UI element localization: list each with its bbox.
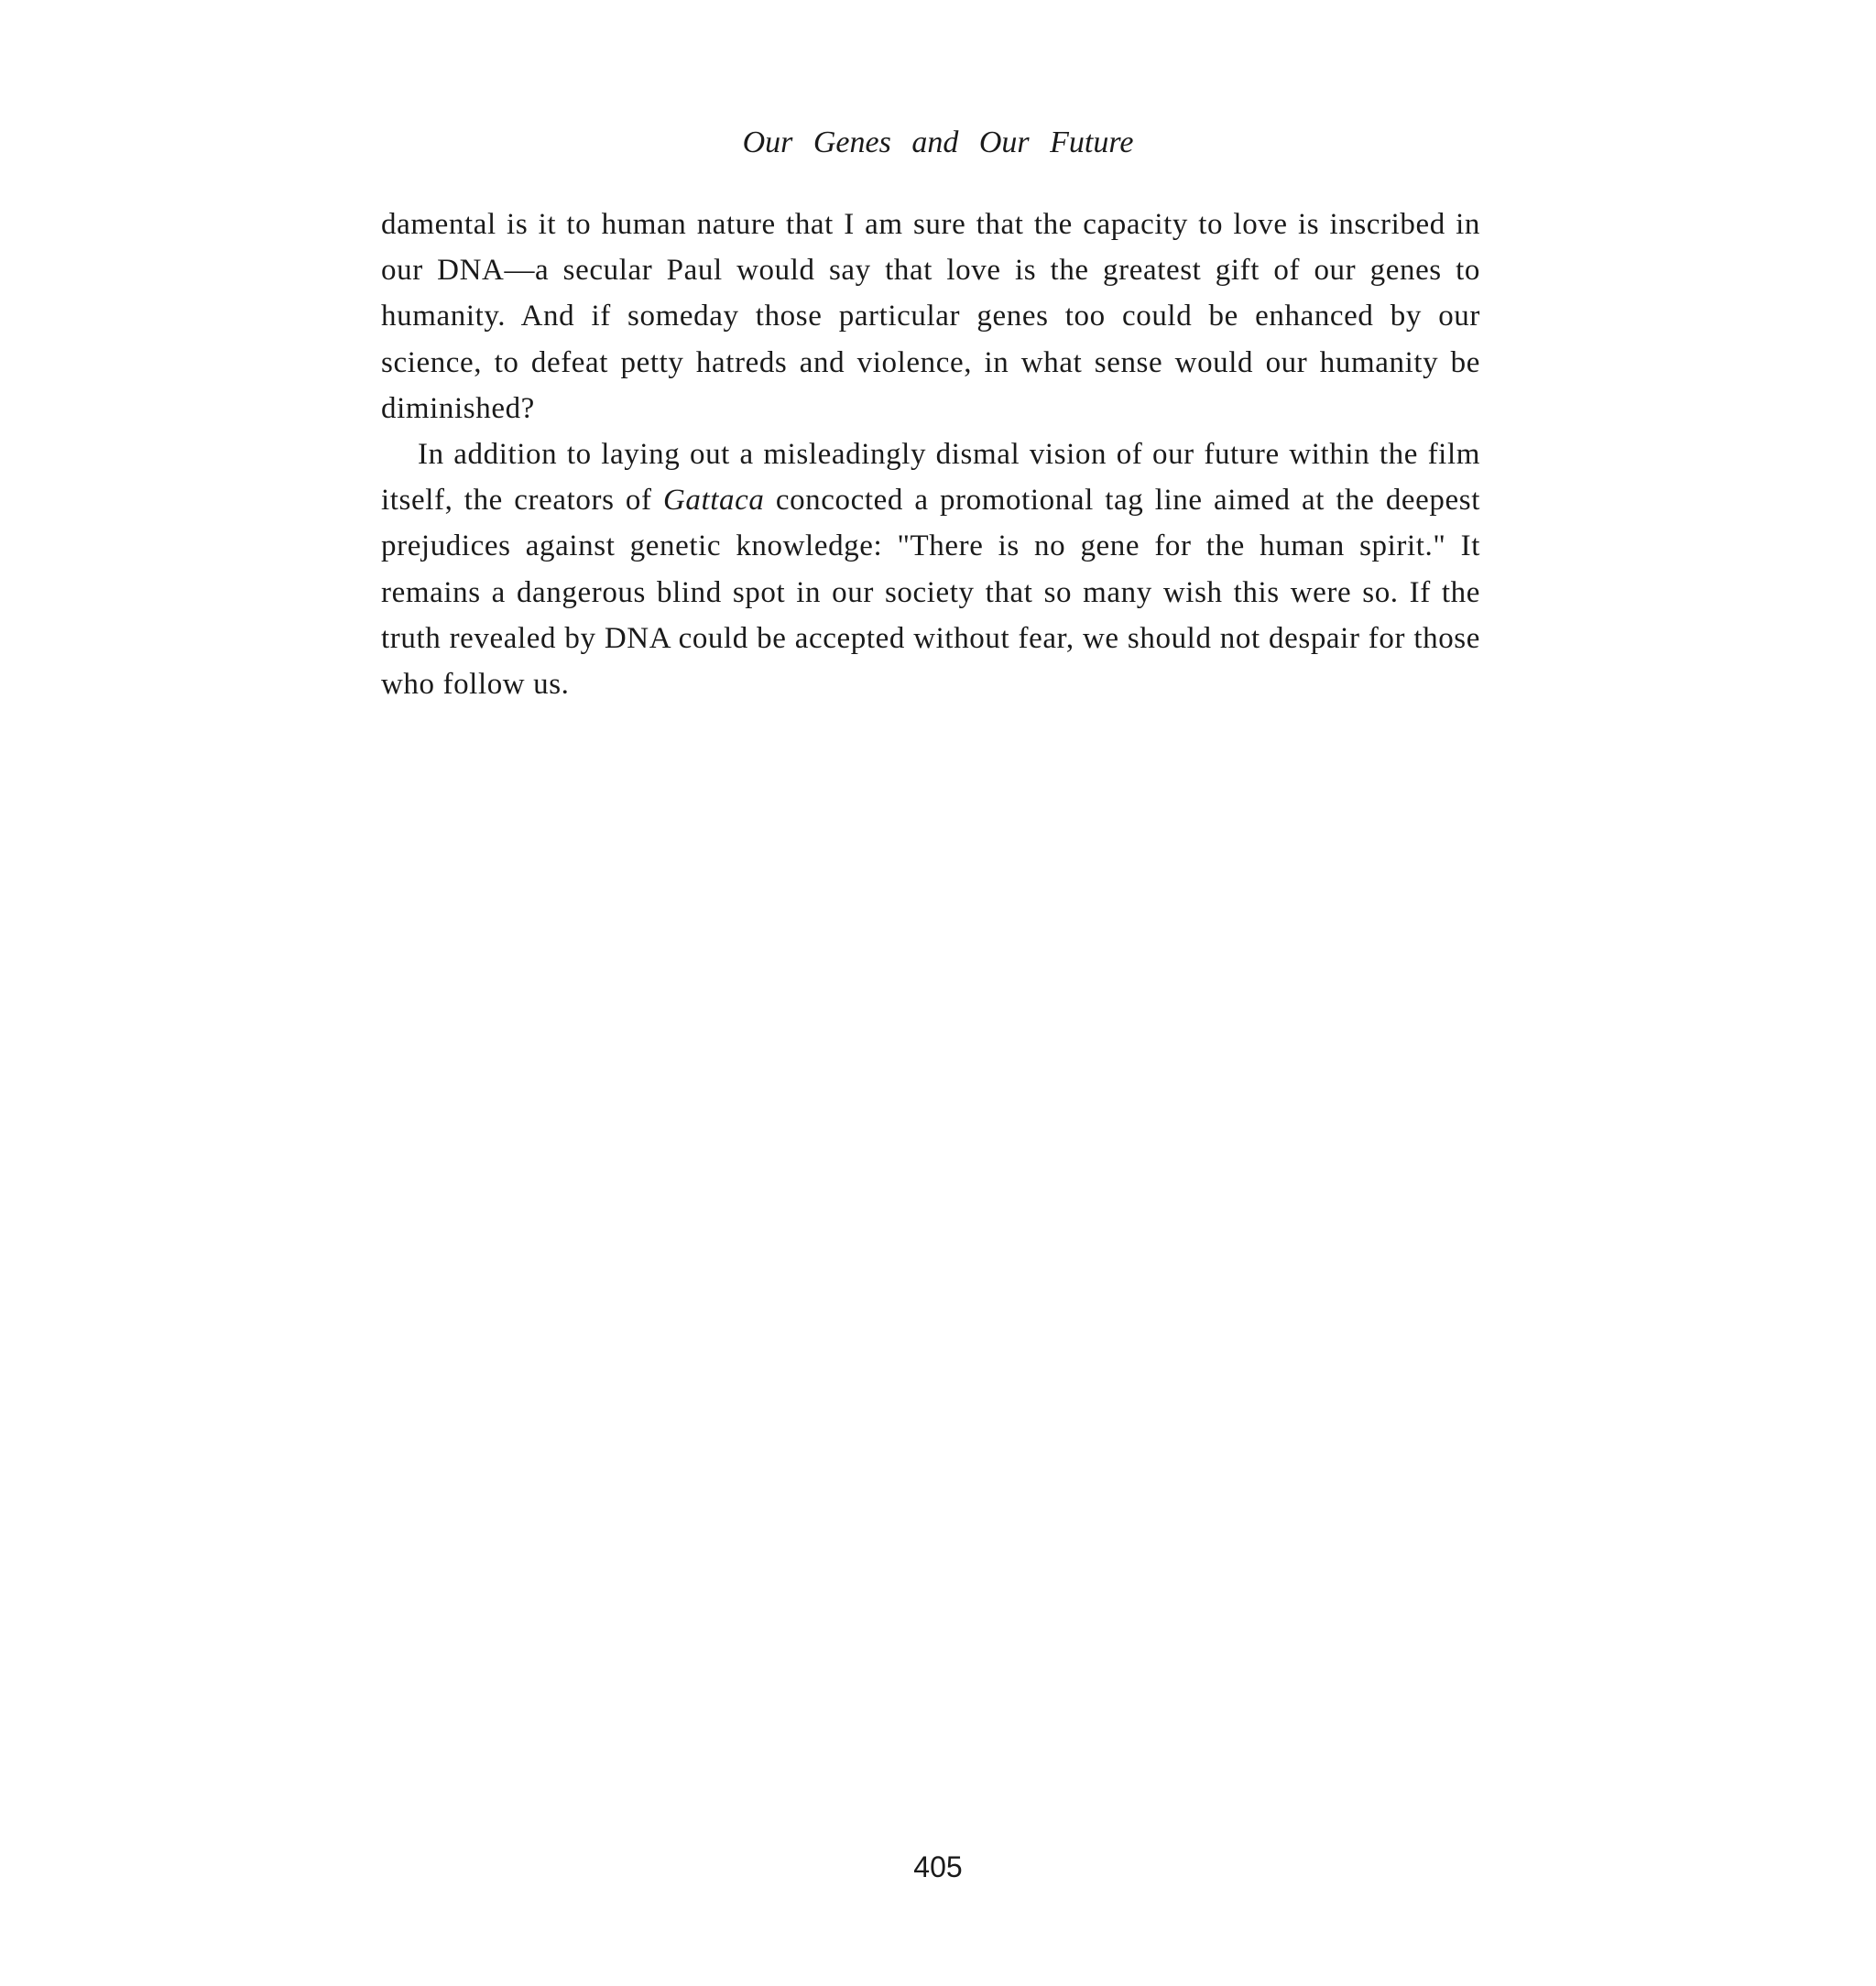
paragraph-continued: damental is it to human nature that I am sure that the capacity to love is inscribed in our DNA—a secular Paul would say that love is the greatest gift of our genes to humanity. And if someday those particular genes too could be enhanced by our science, to defeat petty hatreds and violence, in what sense would our humanity be diminished? xyxy=(381,208,1480,425)
paragraph-text-before-title: In addition to laying out a misleadingly dismal vision of our future within the film itself, the creators of xyxy=(381,438,1480,518)
paragraph-gattaca xyxy=(381,431,1480,707)
paragraph-text-after-title: concocted a promotional tag line aimed at the deepest prejudices against genetic knowledge: "There is no gene for the human spirit." It remains a dangerous blind spot in our society that so many wish this were so. If the truth revealed by DNA could be accepted without fear, we should not despair for those who follow us. xyxy=(381,484,1480,702)
film-title: Gattaca xyxy=(662,484,765,518)
body-text xyxy=(381,202,1480,707)
page-number: 405 xyxy=(913,1850,963,1883)
running-head: Our Genes and Our Future xyxy=(742,125,1134,159)
